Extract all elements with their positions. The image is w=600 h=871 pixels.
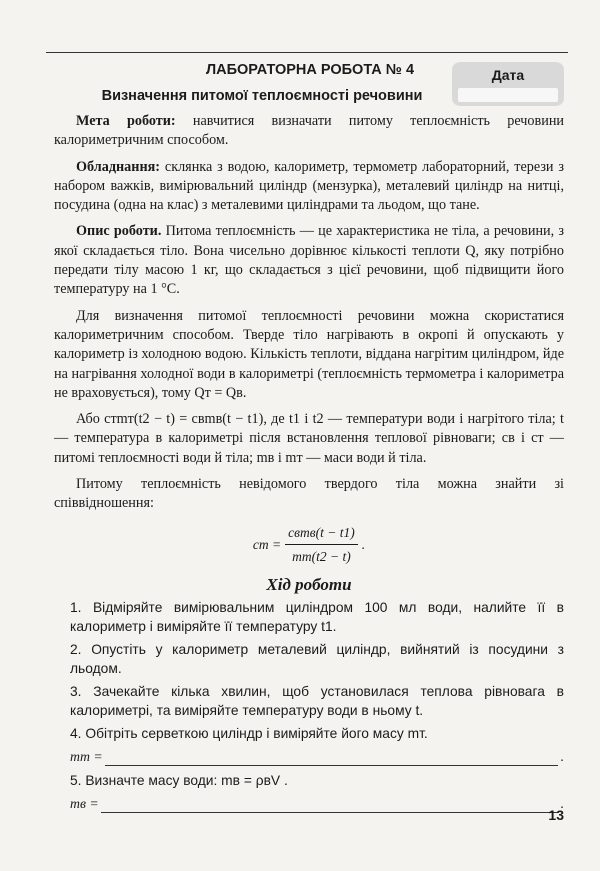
page-number: 13: [548, 807, 564, 823]
fill-mv-label: mв =: [70, 795, 99, 811]
step-3: 3. Зачекайте кілька хвилин, щоб установилася теплова рівновага в калориметрі, та виміряйте температуру води в ньому t.: [70, 683, 564, 718]
step-2: 2. Опустіть у калориметр металевий циліндр, вийнятий із посудини з льодом.: [70, 641, 564, 676]
lab-title: ЛАБОРАТОРНА РОБОТА № 4: [205, 62, 415, 78]
purpose-text: навчитися визначати питому теплоємність речовини калориметричним способом.: [54, 113, 565, 149]
step-5: 5. Визначте масу води: mв = ρвV .: [70, 772, 288, 788]
date-label: Дата: [491, 67, 525, 83]
equipment-label: Обладнання:: [76, 158, 161, 175]
procedure-steps: [54, 598, 564, 813]
step-4: 4. Обітріть серветкою циліндр і виміряйте його масу mт.: [70, 725, 428, 741]
description-text-1: Питома теплоємність — це характеристика не тіла, а речовини, з якої складається тіло. Вона чисельно дорівнює кількості теплоти Q, яку потрібно передати тілу масою 1 кг, що складається з цієї речовини, щоб підвищити його температуру на 1 °С.: [54, 223, 564, 298]
fill-mv-blank[interactable]: [101, 798, 558, 813]
page-content: [54, 112, 564, 818]
description-paragraph-2: Для визначення питомої теплоємності речовини можна скористатися калориметричним способом. Тверде тіло нагрівають в окропі й опускають у калориметр із холодною водою. Кількість теплоти, віддана нагрітим циліндром, йде на нагрівання холодної води в калориметрі (теплоємність термометра і калориметра не враховується), тому Qт = Qв.: [54, 307, 564, 401]
fill-mt-blank[interactable]: [105, 751, 558, 766]
formula-numerator: cвmв(t − t1): [285, 523, 358, 545]
date-field[interactable]: [458, 88, 558, 102]
fill-mv-end: .: [560, 795, 564, 811]
equipment-text: склянка з водою, калориметр, термометр лабораторний, терези з набором важків, вимірювальний циліндр (мензурка), металевий циліндр на нитці, посудина (одна на клас) з металевими циліндрами та льодом, що тане.: [54, 158, 564, 214]
fill-mt-label: mт =: [70, 748, 103, 764]
fill-line-mt: [54, 747, 564, 766]
specific-heat-formula: [54, 521, 564, 569]
fill-mt-end: .: [560, 748, 564, 764]
procedure-title: Хід роботи: [266, 574, 352, 594]
description-paragraph-1: [54, 222, 564, 299]
purpose-paragraph: [54, 112, 564, 151]
formula-lhs: cт =: [252, 536, 282, 552]
purpose-label: Мета роботи:: [76, 113, 176, 129]
date-box: [452, 62, 564, 106]
lab-subtitle: Визначення питомої теплоємності речовини: [101, 88, 423, 104]
equipment-paragraph: [54, 158, 564, 216]
description-paragraph-4: Питому теплоємність невідомого твердого тіла можна знайти зі співвідношення:: [54, 476, 564, 512]
description-label: Опис роботи.: [76, 223, 162, 240]
formula-end: .: [361, 536, 366, 552]
fill-line-mv: [54, 794, 564, 813]
formula-fraction: [285, 523, 358, 567]
formula-denominator: mт(t2 − t): [292, 549, 351, 565]
step-1: 1. Відміряйте вимірювальним циліндром 100 мл води, налийте її в калориметр і виміряйте її температуру t1.: [70, 599, 564, 634]
top-rule: [46, 52, 568, 53]
description-paragraph-3: Або cтmт(t2 − t) = cвmв(t − t1), де t1 і t2 — температури води і нагрітого тіла; t — температура в калориметрі після встановлення теплової рівноваги; cв і cт — питомі теплоємності води й тіла; mв і mт — маси води й тіла.: [54, 411, 564, 466]
